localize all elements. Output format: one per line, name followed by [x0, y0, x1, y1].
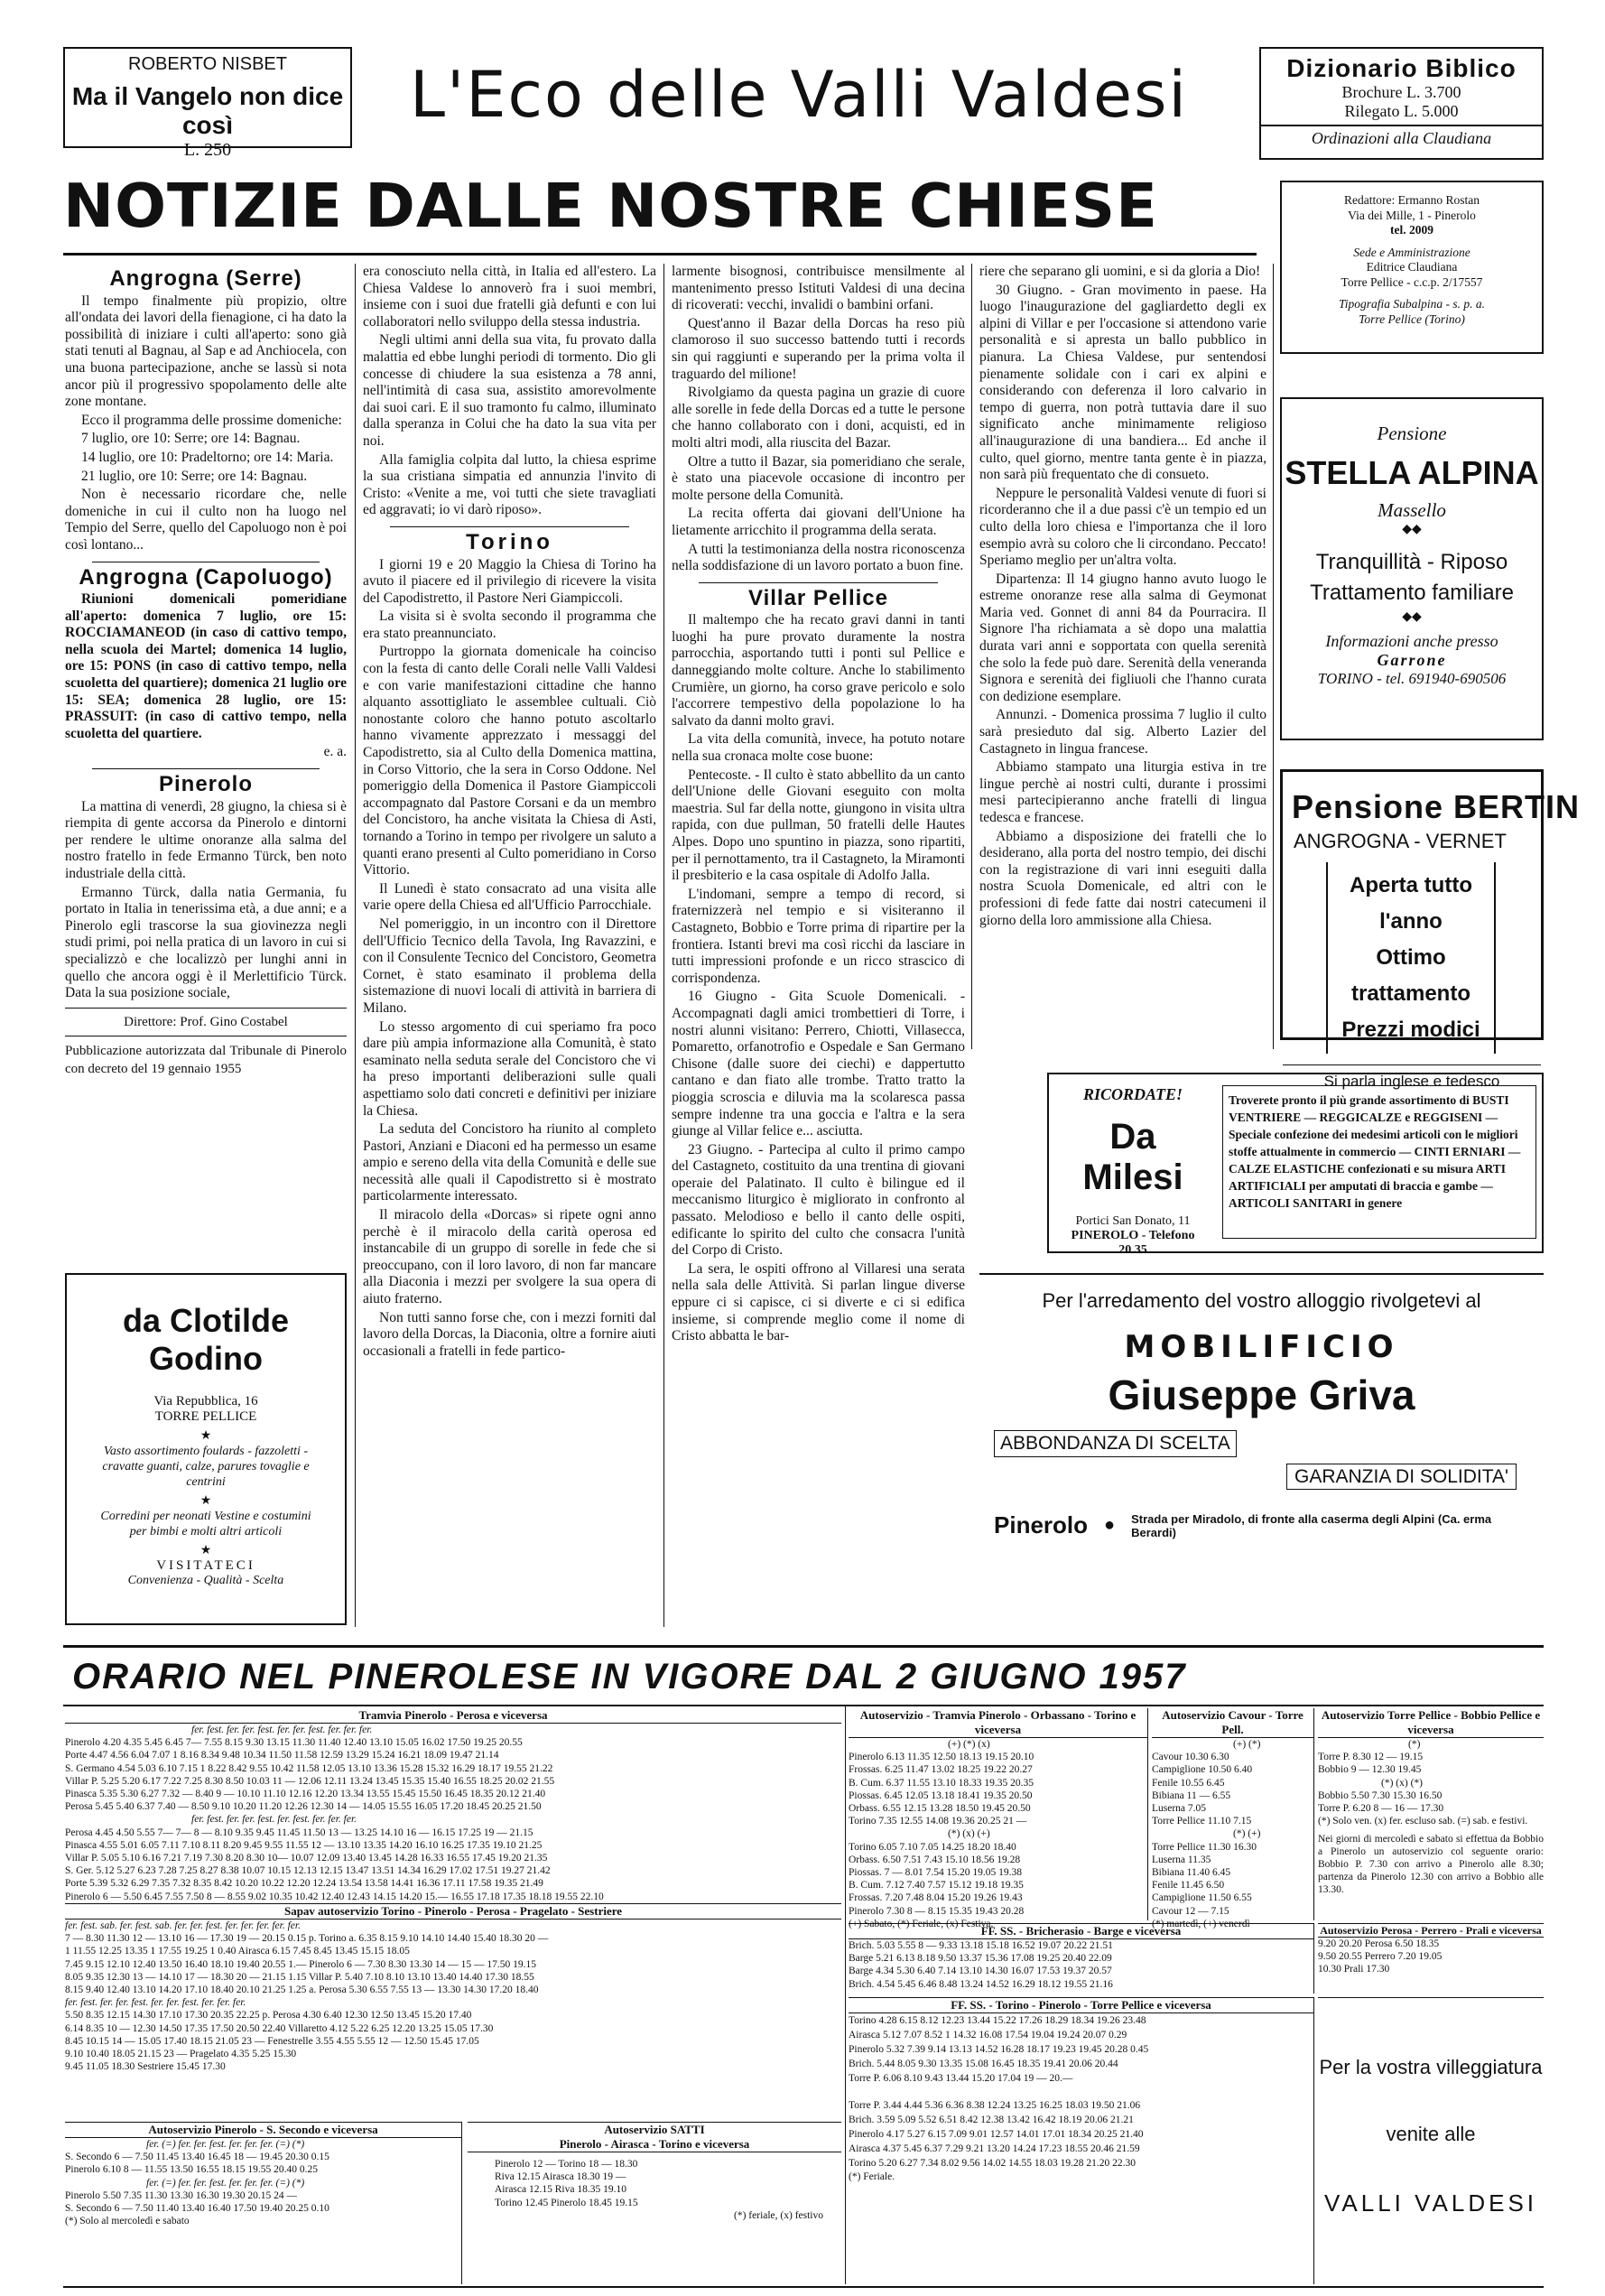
table-row: Pinerolo 5.32 7.39 9.14 13.13 14.52 16.28 18.17 19.23 19.45 20.28 0.45 — [849, 2044, 1149, 2055]
godino-name: da Clotilde Godino — [122, 1302, 289, 1377]
publisher-line: Editrice Claudiana — [1366, 260, 1458, 274]
bobbio-table — [1318, 1708, 1544, 1920]
paragraph: Nel pomeriggio, in un incontro con il Direttore dell'Ufficio Tecnico della Tavola, Ing Ravazzini, e con il Consulente Tecnico del Concistoro, Geometra Cornet, è stato esaminato il problema della sistemazione di nuovi locali di attività in barriera di Milano. — [363, 916, 656, 1016]
article-column-2 — [363, 264, 656, 1627]
villeggiatura-ad — [1318, 1997, 1544, 2284]
table-row: 9.10 10.40 18.05 21.15 23 — Pragelato 4.35 5.25 15.30 — [65, 2049, 297, 2060]
paragraph: La visita si è svolta secondo il programma che era stato preannunciato. — [363, 609, 656, 641]
divider — [390, 526, 629, 527]
table-row: fer. fest. fer. fer. fest. fer. fer. fest. fer. fer. fer. — [191, 1724, 373, 1735]
paragraph: 21 luglio, ore 10: Serre; ore 14: Bagnau. — [81, 468, 308, 484]
table-row: S. Secondo 6 — 7.50 11.40 13.40 16.40 17.50 19.40 20.25 0.10 — [65, 2203, 329, 2215]
printer-line: Tipografia Subalpina - s. p. a. — [1338, 297, 1486, 311]
stella-name: STELLA ALPINA — [1285, 454, 1539, 491]
table-row: 9.20 20.20 Perosa 6.50 18.35 — [1318, 1938, 1440, 1949]
table-row: Brich. 5.03 5.55 8 — 9.33 13.18 15.18 16.52 19.07 20.22 21.51 — [849, 1940, 1113, 1951]
griva-name: Giuseppe Griva — [1108, 1371, 1415, 1418]
paragraph: Il maltempo che ha recato gravi danni in tanti luoghi ha pure provato duramente la nostra parrocchia, asportando tutti i ponti sul Pellice e danneggiando molte colture. Anche lo stabilimento Crumière, un giorno, ha corso grave pericolo e solo l'accorrere tempestivo della popolazione lo ha salvato da danni molto gravi. — [672, 612, 965, 729]
paragraph: Purtroppo la giornata domenicale ha coinciso con la festa di canto delle Corali nelle Valli Valdesi e con varie manifestazioni cittadine che hanno alquanto assottigliato le assemblee cultuali. Ciò nonostante coloro che hanno potuto ascoltarlo hanno vivamente apprezzato i messaggi del Capodistretto, sia al Culto della Domenica mattina, in Corso Vittorio, che la sera in Corso Oddone. Nel pomeriggio della Domenica il Pastore Giampiccoli accompagnato dal Pastore Corsani e da un membro del Concistoro, ha anche visitata la Chiesa di Asti, tornando a Torino in tempo per rivolgere un saluto a quanti erano presenti al Culto pomeridiano in Corso Vittorio. — [363, 644, 656, 878]
villeg-line-2: venite alle — [1386, 2123, 1476, 2145]
right-ad-line2: Rilegato L. 5.000 — [1344, 102, 1459, 120]
table-row: Cavour 12 — 7.15 — [1152, 1905, 1229, 1917]
editor-phone: tel. 2009 — [1390, 223, 1433, 237]
table-row: Porte 4.47 4.56 6.04 7.07 1 8.16 8.34 9.48 10.34 11.50 11.58 12.59 13.29 15.24 16.21 18.09 19.47 21.14 — [65, 1750, 499, 1762]
table-row: Torino 7.35 12.55 14.08 19.36 20.25 21 — — [849, 1816, 1027, 1827]
tramvia-title: Tramvia Pinerolo - Perosa e viceversa — [65, 1708, 841, 1724]
prali-title: Autoservizio Perosa - Perrero - Prali e viceversa — [1318, 1924, 1544, 1938]
table-row: Bobbio 5.50 7.30 15.30 16.50 — [1318, 1789, 1443, 1801]
stella-place: Massello — [1378, 499, 1446, 521]
left-ad-title: Ma il Vangelo non dice così — [71, 82, 344, 139]
paragraph: Oltre a tutto il Bazar, sia pomeridiano che serale, è stato una piacevole occasione di incontro per molte persone della Comunità. — [672, 453, 965, 503]
table-row: Pinerolo 6 — 5.50 6.45 7.55 7.50 8 — 8.55 9.02 10.35 10.42 12.40 12.43 14.15 14.20 15.— 16.55 17.18 17.35 18.18 19.55 22.10 — [65, 1891, 604, 1902]
godino-text-4: Convenienza - Qualità - Scelta — [127, 1574, 284, 1587]
bricherasio-title: FF. SS. - Bricherasio - Barge e viceversa — [849, 1924, 1313, 1939]
paragraph: Annunzi. - Domenica prossima 7 luglio il culto sarà presieduto dal sig. Alberto Lazier del Castagneto in lingua francese. — [979, 707, 1266, 757]
director-line: Direttore: Prof. Gino Costabel — [124, 1014, 288, 1029]
table-row: Cavour 10.30 6.30 — [1152, 1752, 1229, 1763]
godino-text-1: Vasto assortimento foulards - fazzoletti - cravatte guanti, calze, parures tovaglie e centrini — [102, 1445, 310, 1489]
paragraph: 14 luglio, ore 10: Pradeltorno; ore 14: Maria. — [81, 449, 334, 465]
table-row: 9.45 11.05 18.30 Sestriere 15.45 17.30 — [65, 2061, 226, 2073]
stella-phone: TORINO - tel. 691940-690506 — [1317, 670, 1507, 687]
table-row: Torre Pellice 11.10 7.15 — [1152, 1816, 1252, 1827]
star-icon: ★ — [199, 1544, 212, 1557]
article-column-4 — [979, 264, 1266, 1049]
stella-tagline-1: Tranquillità - Riposo — [1315, 550, 1508, 574]
paragraph: Alla famiglia colpita dal lutto, la chiesa esprime la sua cristiana simpatia ed annunzia l'invito di Cristo: «Venite a me, voi tutti che siete travagliati ed aggravati; io vi darò riposo». — [363, 451, 656, 518]
milesi-remember: RICORDATE! — [1082, 1085, 1183, 1103]
godino-address: Via Repubblica, 16 — [153, 1394, 258, 1408]
paragraph: Ecco il programma delle prossime domeniche: — [81, 412, 342, 428]
paragraph: Lo stesso argomento di cui speriamo fra poco dare più ampia informazione alla Comunità, è stato esaminato nella seduta serale del Concistoro che vi ha preso importanti deliberazioni sulle quali aspettiamo solo dati concreti e definitivi per iniziare la Chiesa. — [363, 1018, 656, 1119]
table-row: Pinerolo 6.13 11.35 12.50 18.13 19.15 20.10 — [849, 1752, 1034, 1763]
table-row: Brich. 3.59 5.09 5.52 6.51 8.42 12.38 13.42 16.42 18.19 20.06 21.21 — [849, 2115, 1134, 2125]
paragraph: larmente bisognosi, contribuisce mensilmente al mantenimento presso Istituti Valdesi di una decina di ricoverati: vecchi, invalidi o bambini orfani. — [672, 264, 965, 313]
article-column-1 — [65, 264, 347, 1203]
orbassano-title: Autoservizio - Tramvia Pinerolo - Orbassano - Torino e viceversa — [849, 1708, 1147, 1738]
table-row: Campiglione 10.50 6.40 — [1152, 1764, 1253, 1776]
satti-title: Autoservizio SATTI — [604, 2123, 705, 2136]
table-row: S. Ger. 5.12 5.27 6.23 7.28 7.25 8.27 8.38 10.07 10.15 12.13 12.15 13.47 13.51 14.34 16.29 17.02 17.51 19.27 21.42 — [65, 1865, 551, 1877]
table-row: Pinerolo 5.50 7.35 11.30 13.30 16.30 19.30 20.15 24 — — [65, 2189, 298, 2201]
table-row: (+) (*) (x) — [948, 1739, 990, 1750]
table-row: fer. fest. sab. fer. fest. sab. fer. fer. fest. fer. fer. fer. fer. fer. — [65, 1920, 301, 1931]
table-row: Airasca 5.12 7.07 8.52 1 14.32 16.08 17.54 19.04 19.24 20.07 0.29 — [849, 2030, 1127, 2040]
table-row: Piossas. 6.45 12.05 13.18 18.41 19.35 20.50 — [849, 1789, 1033, 1801]
table-row: 10.30 Prali 17.30 — [1318, 1964, 1390, 1975]
bertin-name: Pensione BERTIN — [1292, 788, 1581, 825]
satti-table — [468, 2122, 841, 2284]
paragraph: 23 Giugno. - Partecipa al culto il primo campo del Castagneto, costituito da una trentina di giovani operaie del Palatinato. Il culto è bilingue ed il meccanismo liturgico è migliorato in confronto al passato. Melodioso e bello il canto delle ospiti, edificante lo spirito del culto che consacra l'unità del Corpo di Cristo. — [672, 1141, 965, 1259]
griva-address: Strada per Miradolo, di fronte alla caserma degli Alpini (Ca. erma Berardi) — [1131, 1511, 1492, 1539]
table-row: 6.14 8.35 10 — 12.30 14.50 17.35 17.50 20.50 22.40 Villaretto 4.12 5.22 6.25 12.20 13.25 15.05 17.30 — [65, 2022, 494, 2034]
admin-line: Sede e Amministrazione — [1353, 245, 1470, 259]
table-row: (*) (x) (*) — [1381, 1777, 1423, 1789]
paragraph: La mattina di venerdì, 28 giugno, la chiesa si è riempita di gente accorsa da Pinerolo e dintorni per rendere le ultime onoranze alla salma del nostro fratello in fede Ermanno Türck, ben noto industriale della città. — [65, 798, 347, 881]
prali-table — [1318, 1923, 1544, 1994]
table-row: (+) (*) — [1233, 1739, 1261, 1750]
torino-heading: Torino — [466, 529, 553, 554]
paragraph: Il tempo finalmente più propizio, oltre all'ondata dei lavori della fienagione, ci ha dato la possibilità di iniziare i culti all'aperto: sono già stati tenuti al Bagnau, al Sap e ad Anchiocela, con una buona partecipazione, anche se lassù si nota ancor più il progressivo spopolamento delle alte zone montane. — [65, 293, 347, 410]
table-row: 9.50 20.55 Perrero 7.20 19.05 — [1318, 1951, 1443, 1963]
left-ad-price: L. 250 — [183, 140, 232, 160]
paragraph: era conosciuto nella città, in Italia ed all'estero. La Chiesa Valdese lo annoverò fra i suoi membri, insieme con i suoi due fratelli già defunti e con lui collaboratori nello sviluppo della stessa industria. — [363, 264, 656, 330]
table-row: Villar P. 5.05 5.10 6.16 7.21 7.19 7.30 8.20 8.30 10— 10.07 12.09 13.40 13.45 14.28 16.33 16.55 17.45 19.20 21.35 — [65, 1853, 548, 1864]
stella-contact: Garrone — [1377, 651, 1447, 669]
table-row: Pinerolo 4.20 4.35 5.45 6.45 7— 7.55 8.15 9.30 13.15 11.30 11.40 12.40 13.10 15.05 16.02 17.50 19.25 20.55 — [65, 1737, 523, 1749]
paragraph: L'indomani, sempre a tempo di record, si fraternizzerà nel tempio e si visiteranno il Castagneto, Bobbio e Torre prima di ripartire per la frontiera. Istanti brevi ma così ricchi da lasciare in tutti impressioni profonde e un ricco strascico di corrispondenza. — [672, 886, 965, 986]
stella-alpina-ad — [1280, 397, 1544, 740]
table-note: (*) Solo al mercoledì e sabato — [65, 2216, 190, 2227]
table-row: Torre Pellice 11.30 16.30 — [1152, 1841, 1257, 1853]
bertin-features-box — [1326, 862, 1496, 1054]
table-row: Torino 4.28 6.15 8.12 12.23 13.44 15.22 17.26 18.29 18.34 19.26 23.48 — [849, 2015, 1146, 2026]
paragraph: I giorni 19 e 20 Maggio la Chiesa di Torino ha avuto il piacere ed il privilegio di ricevere la visita del Capodistretto, il Pastore Neri Giampiccoli. — [363, 556, 656, 606]
godino-ad — [65, 1273, 347, 1625]
paragraph: Neppure le personalità Valdesi venute di fuori si ricorderanno che il a due passi c'è un tempio ed un culto della loro chiesa e l'importanza che il loro esempio avrà su coloro che li circondano. Peccato! Speriamo meglio per un'altra volta. — [979, 485, 1266, 569]
bullet-icon: ● — [1104, 1515, 1116, 1535]
table-row: Fenile 11.45 6.50 — [1152, 1880, 1225, 1892]
table-row: 8.05 9.35 12.30 13 — 14.10 17 — 18.30 20 — 21.15 1.15 Villar P. 5.40 7.10 8.10 13.10 13.40 14.40 17.30 18.55 — [65, 1971, 534, 1983]
left-masthead-ad — [63, 47, 352, 160]
timetable-bottom-rule — [63, 2286, 1544, 2288]
bobbio-title: Autoservizio Torre Pellice - Bobbio Pellice e viceversa — [1318, 1708, 1544, 1738]
headline-rule — [63, 253, 1257, 256]
table-row: Torino 12.45 Pinerolo 18.45 19.15 — [495, 2197, 638, 2208]
tramvia-table — [65, 1708, 841, 1901]
table-row: 8.15 9.40 12.40 13.10 14.20 17.10 18.40 20.10 21.25 1.25 a. Perosa 5.30 6.55 7.55 13 — 13.30 14.30 17.20 18.40 — [65, 1985, 539, 1996]
table-row: Torre P. 6.06 8.10 9.43 13.44 15.20 17.04 19 — 20.— — [849, 2073, 1073, 2084]
table-row: Torre P. 6.20 8 — 16 — 17.30 — [1318, 1803, 1444, 1815]
table-row: Orbass. 6.50 7.51 7.43 15.10 18.56 19.28 — [849, 1854, 1021, 1865]
sapav-title: Sapav autoservizio Torino - Pinerolo - Perosa - Pragelato - Sestriere — [65, 1904, 841, 1920]
bertin-feature-1: Aperta tutto l'anno — [1350, 873, 1472, 934]
article-column-3 — [672, 264, 965, 1627]
table-note: (*) Feriale. — [849, 2171, 895, 2182]
milesi-phone: PINEROLO - Telefono 20.35 — [1071, 1229, 1195, 1257]
column-divider — [971, 264, 972, 1049]
angrogna-serre-heading: Angrogna (Serre) — [109, 266, 302, 291]
paragraph: La seduta del Concistoro ha riunito al completo Pastori, Anziani e Diaconi ed ha permesso un esame ampio e sereno della vita della Comunità e delle sue necessità alle quali il Capodistretto si è mostrato particolarmente interessato. — [363, 1121, 656, 1204]
table-row: Perosa 4.45 4.50 5.55 7— 7— 8 — 8.10 9.35 9.45 11.45 11.50 13 — 13.25 14.10 16 — 16.15 17.25 19 — 21.15 — [65, 1827, 533, 1838]
godino-text-2: Corredini per neonati Vestine e costumini per bimbi e molti altri articoli — [100, 1510, 311, 1538]
table-row: Frossas. 6.25 11.47 13.02 18.25 19.22 20.27 — [849, 1764, 1033, 1776]
griva-choice: ABBONDANZA DI SCELTA — [994, 1430, 1237, 1457]
paragraph: 16 Giugno - Gita Scuole Domenicali. - Accompagnati dagli amici trombettieri di Torre, i nostri alunni visitano: Perrero, Chiotti, Villasecca, Pomaretto, orfanotrofio e Ospedale e San Germano Chisone (dalle suore dei ciechi) e dappertutto cantano e dan fiato alle trombe. Tratto tratto la pioggia scroscia e diluvia ma la scolaresca passa sempre indenne tra una goccia e l'altra e la sera giunge al Villar felice e... asciutta. — [672, 989, 965, 1139]
table-row: fer. fest. fer. fer. fest. fer. fer. fest. fer. fer. fer. — [65, 1997, 246, 2009]
table-row: Luserna 7.05 — [1152, 1803, 1207, 1815]
editor-address: Via dei Mille, 1 - Pinerolo — [1348, 208, 1476, 222]
griva-solidity-row — [979, 1466, 1544, 1488]
table-row: Orbass. 6.55 12.15 13.28 18.50 19.45 20.50 — [849, 1803, 1031, 1815]
paragraph: Quest'anno il Bazar della Dorcas ha reso più clamoroso il suo successo battendo tutti i records sin qui raggiunti e superando per la prima volta il traguardo del milione! — [672, 315, 965, 382]
table-row: Frossas. 7.20 7.48 8.04 15.20 19.26 19.43 — [849, 1892, 1023, 1904]
table-row: Torino 5.20 6.27 7.34 8.02 9.56 14.02 14.55 18.03 19.28 21.20 22.30 — [849, 2158, 1136, 2169]
stella-tagline-2: Trattamento familiare — [1310, 581, 1514, 605]
table-row: 7.45 9.15 12.10 12.40 13.50 16.40 18.10 19.40 20.55 1.— Pinerolo 6 — 7.30 8.30 13.30 14 — 15 — 17.50 19.15 — [65, 1958, 536, 1970]
table-note: (*) feriale, (x) festivo — [734, 2209, 823, 2221]
secondo-title: Autoservizio Pinerolo - S. Secondo e viceversa — [65, 2123, 461, 2138]
newspaper-title: L'Eco delle Valli Valdesi — [410, 58, 1188, 132]
table-row: Barge 5.21 6.13 8.18 9.50 13.37 15.36 17.08 19.25 20.40 22.09 — [849, 1953, 1112, 1965]
star-icon: ★ — [199, 1494, 212, 1508]
table-row: 5.50 8.35 12.15 14.30 17.10 17.30 20.35 22.25 p. Perosa 4.30 6.40 12.30 12.50 13.45 15.20 17.40 — [65, 2010, 472, 2022]
table-row: S. Germano 4.54 5.03 6.10 7.15 1 8.22 8.42 9.55 10.42 11.58 12.05 13.10 13.36 15.28 15.32 16.29 18.17 19.55 21.22 — [65, 1762, 553, 1774]
paragraph: Non tutti sanno forse che, con i mezzi forniti dal lavoro della Dorcas, la Diaconia, oltre a fornire aiuti occasionali a fratelli in fede partico- — [363, 1309, 656, 1359]
table-row: Torino 6.05 7.10 7.05 14.25 18.20 18.40 — [849, 1841, 1016, 1853]
table-row: Brich. 4.54 5.45 6.46 8.48 13.24 14.52 16.29 18.12 19.55 21.16 — [849, 1978, 1113, 1990]
diamond-icon: ◆◆ — [1402, 523, 1422, 536]
paragraph: La recita offerta dai giovani dell'Unione ha lietamente arricchito il programma della serata. — [672, 506, 965, 538]
star-icon: ★ — [199, 1429, 212, 1443]
timetable-divider — [845, 1706, 846, 2284]
table-note: Nei giorni di mercoledì e sabato si effettua da Bobbio a Pinerolo un autoservizio col seguente orario: Bobbio P. 7.30 con arrivo a Pinerolo alle 8.30; partenza da Pinerolo 12.30 con arrivo a Bobbio alle 13.30. — [1318, 1834, 1544, 1896]
table-row: Pinerolo 12 — Torino 18 — 18.30 — [495, 2159, 638, 2170]
griva-city: Pinerolo — [994, 1511, 1089, 1538]
griva-footer — [994, 1511, 1544, 1539]
paragraph: Ermanno Türck, dalla natia Germania, fu portato in Italia in tenerissima età, a due anni; e a Pinerolo egli trascorse la sua giovinezza negli studi primi, poi nella pratica di un lavoro in cui si specializzò e che localizzò per lunghi anni in quello che ancora oggi è il Merlettificio Türck. Data la sua posizione sociale, — [65, 884, 347, 1001]
table-row: Villar P. 5.25 5.20 6.17 7.22 7.25 8.30 8.50 10.03 11 — 12.06 12.11 13.24 13.45 15.35 15.40 16.55 18.25 20.02 21.55 — [65, 1775, 555, 1787]
right-ad-line3: Ordinazioni alla Claudiana — [1261, 125, 1542, 148]
bertin-feature-3: Prezzi modici — [1341, 1018, 1480, 1042]
table-row: Pinasca 5.35 5.30 6.27 7.32 — 8.40 9 — 10.10 11.10 12.16 12.20 13.34 13.55 15.45 15.50 16.45 18.35 20.12 21.40 — [65, 1789, 546, 1800]
diamond-icon: ◆◆ — [1402, 610, 1422, 624]
griva-mobilificio: MOBILIFICIO — [1124, 1329, 1399, 1365]
griva-ad — [979, 1273, 1544, 1621]
bertin-languages: Si parla inglese e tedesco — [1283, 1064, 1541, 1091]
table-row: Perosa 5.45 5.40 6.37 7.40 — 8.50 9.10 10.20 11.20 12.26 12.30 14 — 14.05 15.55 16.05 17.20 18.45 20.25 21.50 — [65, 1801, 542, 1813]
table-row: Bobbio 9 — 12.30 19.45 — [1318, 1764, 1422, 1776]
table-row: Brich. 5.44 8.05 9.30 13.35 15.08 16.45 18.35 19.41 20.06 20.44 — [849, 2059, 1118, 2069]
cavour-table — [1152, 1708, 1314, 1929]
left-ad-author: ROBERTO NISBET — [128, 54, 287, 74]
table-row: Pinerolo 7.30 8 — 8.15 15.35 19.43 20.28 — [849, 1905, 1025, 1917]
paragraph: Pentecoste. - Il culto è stato abbellito da un canto dell'Unione delle Giovani eseguito con molta maestria. Sul far della notte, giungono in visita ultra rapida, con due pullman, 50 fratelli delle Hautes Alpes. Dopo uno spuntino in piazza, sono ripartiti, per il pernottamento, tra il Castagneto, la Miramonti il presbiterio e la casa ospitale di Adolfo Jalla. — [672, 767, 965, 884]
pinerolo-heading: Pinerolo — [158, 772, 253, 797]
table-row: Torre P. 3.44 4.44 5.36 6.36 8.38 12.24 13.25 16.25 18.03 19.50 21.06 — [849, 2100, 1141, 2111]
table-row: (*) (x) (+) — [948, 1828, 990, 1840]
paragraph: Negli ultimi anni della sua vita, fu provato dalla malattia ed ebbe lunghi periodi di tormento. Dio gli concesse di chiudere la sua esistenza a 78 anni, nell'intimità di casa sua, assistito amorevolmente dai suoi cari. E il suo tramonto fu calmo, illuminato dalla speranza in Colui che ha dato la sua vita per noi. — [363, 332, 656, 449]
table-note: (*) martedì, (+) venerdì — [1152, 1918, 1250, 1929]
villeg-line-3: VALLI VALDESI — [1323, 2189, 1538, 2217]
column-divider — [355, 264, 356, 1627]
table-row: fer. (=) fer. fer. fest. fer. fer. fer. (=) (*) — [146, 2139, 305, 2150]
milesi-address: Portici San Donato, 11 — [1075, 1214, 1191, 1228]
stella-info: Informazioni anche presso — [1325, 632, 1498, 650]
table-row: Pinerolo 4.17 5.27 6.15 7.09 9.01 12.57 14.01 17.01 18.34 20.25 21.40 — [849, 2129, 1144, 2140]
paragraph: riere che separano gli uomini, e si da gloria a Dio! — [979, 264, 1261, 279]
paragraph: Il miracolo della «Dorcas» si ripete ogni anno perchè è il miracolo della carità operosa ed instancabile di un gruppo di sorelle in fede che si preoccupano, con il loro lavoro, di non far mancare alla Diaconia i mezzi per svolgere la sua opera di aiuto fraterno. — [363, 1207, 656, 1307]
publisher-address: Torre Pellice - c.c.p. 2/17557 — [1341, 274, 1483, 289]
paragraph: A tutti la testimonianza della nostra riconoscenza nella soddisfazione di un lavoro portato a buon fine. — [672, 541, 965, 574]
villeg-line-1: Per la vostra villeggiatura — [1319, 2056, 1543, 2078]
divider — [65, 1008, 347, 1009]
divider — [699, 582, 938, 583]
table-row: Porte 5.39 5.32 6.29 7.35 7.32 8.35 8.42 10.20 10.22 12.20 12.24 13.54 13.58 14.41 16.36 17.11 17.58 19.35 21.49 — [65, 1878, 543, 1890]
table-row: Airasca 12.15 Riva 18.35 19.10 — [495, 2184, 626, 2196]
orbassano-table — [849, 1708, 1148, 1929]
table-row: B. Cum. 6.37 11.55 13.10 18.33 19.35 20.35 — [849, 1777, 1034, 1789]
table-note: (*) Solo ven. (x) fer. escluso sab. (=) sab. e festivi. — [1318, 1816, 1528, 1827]
paragraph: Non è necessario ricordare che, nelle domeniche in cui il culto non ha luogo nel Tempio del Serre, quello del Capoluogo non è poi così lontano... — [65, 487, 347, 553]
table-row: Pinasca 4.55 5.01 6.05 7.11 7.10 8.11 8.20 9.45 9.55 11.55 12 — 13.10 13.35 14.20 16.10 16.25 17.35 19.10 21.25 — [65, 1839, 543, 1851]
table-row: 7 — 8.30 11.30 12 — 13.10 16 — 17.30 19 — 20.15 0.15 p. Torino a. 6.35 8.15 9.10 14.10 14.40 15.40 18.30 20 — — [65, 1933, 549, 1945]
table-row: 8.45 10.15 14 — 15.05 17.40 18.15 21.05 23 — Fenestrelle 3.55 4.55 5.55 12 — 12.50 15.45 17.05 — [65, 2035, 479, 2047]
signature: e. a. — [323, 744, 347, 760]
godino-city: TORRE PELLICE — [154, 1409, 257, 1424]
ffss-torino-title: FF. SS. - Torino - Pinerolo - Torre Pellice e viceversa — [849, 1998, 1313, 2013]
table-row: (*) (+) — [1233, 1828, 1261, 1840]
paragraph: La sera, le ospiti offrono al Villaresi una serata nella sala delle Attività. Si parlan lingue diverse eppure ci si capisce, ci si diverte e ci si edifica insieme, si comprende meglio come il nome di Cristo abbatta le bar- — [672, 1260, 965, 1344]
right-masthead-ad — [1259, 47, 1544, 160]
table-row: S. Secondo 6 — 7.50 11.45 13.40 16.45 18 — 19.45 20.30 0.15 — [65, 2152, 329, 2163]
editorial-info-box — [1280, 181, 1544, 354]
milesi-text: Troverete pronto il più grande assortimento di BUSTI VENTRIERE — REGGICALZE e REGGISENI — Speciale confezione dei medesimi articoli con le migliori stoffe attualmente in commercio — CINTI ERNIARI — CALZE ELASTICHE confezionati e su misura ARTI ARTIFICIALI per amputati di braccia e gambe — ARTICOLI SANITARI in genere — [1222, 1085, 1536, 1239]
table-row: Airasca 4.37 5.45 6.37 7.29 9.21 13.20 14.24 17.23 18.55 20.46 21.59 — [849, 2143, 1140, 2154]
table-note: (+) Sabato, (*) Feriale, (x) Festiva. — [849, 1918, 994, 1929]
griva-solidity: GARANZIA DI SOLIDITA' — [1286, 1464, 1517, 1490]
timetable-title-rule — [63, 1705, 1544, 1706]
angrogna-capoluogo-heading: Angrogna (Capoluogo) — [79, 564, 333, 590]
right-ad-line1: Brochure L. 3.700 — [1341, 83, 1461, 101]
table-row: Fenile 10.55 6.45 — [1152, 1777, 1225, 1789]
villar-pellice-heading: Villar Pellice — [748, 585, 888, 610]
editor-line: Redattore: Ermanno Rostan — [1344, 193, 1480, 207]
spacer — [849, 2086, 1313, 2098]
timetable-title: ORARIO NEL PINEROLESE IN VIGORE DAL 2 GIUGNO 1957 — [72, 1657, 1187, 1696]
ffss-torino-table — [849, 1997, 1314, 2284]
paragraph: Riunioni domenicali pomeridiane all'aperto: domenica 7 luglio, ore 15: ROCCIAMANEOD (in caso di cattivo tempo, nella scuola dei Martel; domenica 14 luglio, ore 15: PONS (in caso di cattivo tempo, nella scuoletta del quartiere); domenica 21 luglio ore 15: SEA; domenica 28 luglio, ore 15: PRASSUIT: (in caso di cattivo tempo, nella scuoletta del quartiere. — [65, 591, 347, 741]
column-divider — [663, 264, 664, 1627]
secondo-table — [65, 2122, 462, 2284]
godino-text-3: VISITATECI — [156, 1558, 255, 1573]
paragraph: Dipartenza: Il 14 giugno hanno avuto luogo le estreme onoranze rese alla salma di Geymonat Maria ved. Gonnet di anni 84 da Pourracira. Il Signore l'ha richiamata a sè dopo una malattia durata vari anni e sopportata con quella serenità che solo la fede può dare. Serenità della veneranda Signora e serenità dei figliuoli che l'hanno curata con dedizione esemplare. — [979, 571, 1266, 704]
bricherasio-table — [849, 1923, 1314, 1994]
printer-address: Torre Pellice (Torino) — [1359, 311, 1465, 326]
publication-notice: Pubblicazione autorizzata dal Tribunale di Pinerolo con decreto del 19 gennaio 1955 — [65, 1044, 347, 1077]
bertin-ad — [1280, 769, 1581, 1090]
table-row: 1 11.55 12.25 13.35 1 17.55 19.25 1 0.40 Airasca 6.15 7.45 8.45 13.45 15.15 18.05 — [65, 1946, 410, 1957]
table-row: Barge 4.34 5.30 6.40 7.14 13.10 14.30 16.07 17.53 19.37 20.57 — [849, 1966, 1112, 1977]
timetable-top-rule — [63, 1645, 1544, 1648]
table-row: Bibiana 11.40 6.45 — [1152, 1867, 1231, 1879]
paragraph: Rivolgiamo da questa pagina un grazie di cuore alle sorelle in fede della Dorcas ed a tutte le persone che hanno collaborato con i doni, acquisti, ed in molti altri modi, alla riuscita del Bazar. — [672, 385, 965, 451]
paragraph: Abbiamo a disposizione dei fratelli che lo desiderano, alla porta del nostro tempio, dei dischi con la registrazione di vari inni eseguiti dalla nostra Scuola Domenicale, ed altri con le professioni di fede fatte dai nostri catecumeni il giorno della loro ammissione alla Chiesa. — [979, 828, 1266, 928]
paragraph: La vita della comunità, invece, ha potuto notare nella sua cronaca molte cose buone: — [672, 731, 965, 765]
paragraph: 30 Giugno. - Gran movimento in paese. Ha luogo l'inaugurazione del gagliardetto degli ex alpini di Villar e per l'occasione si attendono varie personalità e si apresta un ballo pubblico in pianura. La Chiesa Valdese, pur sentendosi pienamente solidale con i cari ex alpini e considerando con deferenza il loro calvario in tempo di guerra, non potrà tuttavia dare il suo significato anche minimamente religioso all'inaugurazione di una bandiera... Ed anche il culto, quel giorno, mentre tanta gente è in piazza, non sarà più frequentato che di consueto. — [979, 282, 1266, 483]
milesi-left — [1056, 1085, 1210, 1258]
table-row: (*) — [1408, 1739, 1421, 1750]
table-row: Riva 12.15 Airasca 18.30 19 — — [495, 2171, 626, 2183]
bertin-place: ANGROGNA - VERNET — [1294, 830, 1507, 852]
table-row: fer. fest. fer. fer. fest. fer. fest. fer. fer. fer. — [191, 1814, 357, 1826]
table-row: Piossas. 7 — 8.01 7.54 15.20 19.05 19.38 — [849, 1867, 1022, 1879]
right-ad-title: Dizionario Biblico — [1286, 54, 1517, 82]
sapav-table — [65, 1903, 841, 2120]
table-row: B. Cum. 7.12 7.40 7.57 15.12 19.18 19.35 — [849, 1880, 1024, 1892]
bertin-feature-2: Ottimo trattamento — [1350, 945, 1470, 1006]
griva-intro: Per l'arredamento del vostro alloggio rivolgetevi al — [1042, 1289, 1481, 1312]
stella-pensione: Pensione — [1377, 423, 1447, 444]
page-headline: NOTIZIE DALLE NOSTRE CHIESE — [63, 171, 1158, 241]
satti-subtitle: Pinerolo - Airasca - Torino e viceversa — [468, 2137, 841, 2152]
paragraph: Abbiamo stampato una liturgia estiva in tre lingue perchè ai nostri culti, durante i prossimi mesi partecipieranno anche fratelli di lingua tedesca e francese. — [979, 759, 1266, 825]
table-row: Pinerolo 6.10 8 — 11.55 13.50 16.55 18.15 19.55 20.40 0.25 — [65, 2164, 319, 2176]
table-row: Luserna 11.35 — [1152, 1854, 1211, 1865]
column-divider — [1273, 264, 1274, 1049]
divider — [92, 768, 320, 769]
milesi-ad — [1047, 1073, 1544, 1257]
table-row: Campiglione 11.50 6.55 — [1152, 1892, 1252, 1904]
paragraph: 7 luglio, ore 10: Serre; ore 14: Bagnau. — [81, 431, 301, 447]
cavour-title: Autoservizio Cavour - Torre Pell. — [1152, 1708, 1313, 1738]
table-row: Torre P. 8.30 12 — 19.15 — [1318, 1752, 1424, 1763]
table-row: Bibiana 11 — 6.55 — [1152, 1789, 1231, 1801]
paragraph: Il Lunedì è stato consacrato ad una visita alle varie opere della Chiesa ed all'Ufficio Parrocchiale. — [363, 880, 656, 914]
milesi-name: Da Milesi — [1082, 1117, 1183, 1197]
table-row: fer. (=) fer. fer. fest. fer. fer. fer. (=) (*) — [146, 2177, 305, 2189]
